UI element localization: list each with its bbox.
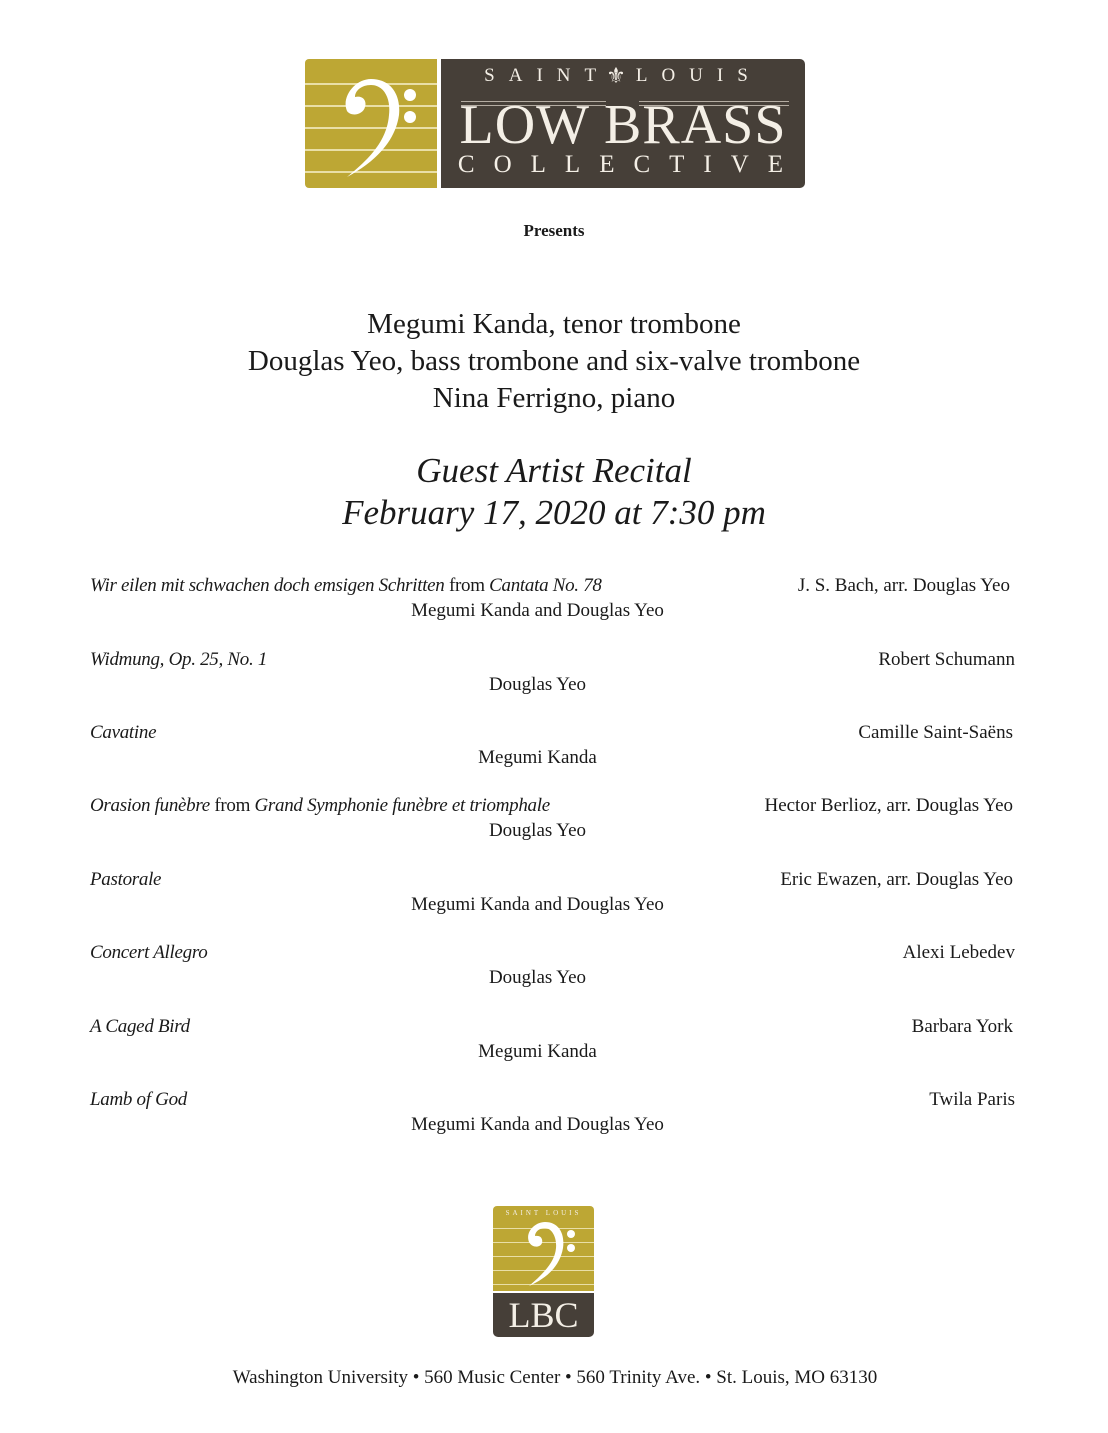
logo-saint: SAINT — [484, 65, 611, 86]
performers-list — [0, 306, 1108, 417]
piece-composer: Hector Berlioz, arr. Douglas Yeo — [764, 795, 1013, 816]
piece-composer: Camille Saint-Saëns — [858, 722, 1013, 743]
piece-performer: Megumi Kanda and Douglas Yeo — [411, 894, 664, 915]
piece-performer: Douglas Yeo — [488, 674, 587, 695]
piece-performer: Megumi Kanda — [478, 1041, 597, 1062]
piece-performer: Megumi Kanda and Douglas Yeo — [411, 1114, 664, 1135]
event-date: February 17, 2020 at 7:30 pm — [342, 493, 766, 532]
bass-clef-icon — [493, 1206, 594, 1291]
piece-title: Pastorale — [90, 869, 162, 890]
program-item — [90, 869, 1015, 919]
event-title: Guest Artist Recital — [416, 451, 692, 490]
piece-performer: Douglas Yeo — [488, 820, 587, 841]
piece-performer: Megumi Kanda and Douglas Yeo — [411, 600, 664, 621]
piece-composer: Twila Paris — [929, 1089, 1015, 1110]
footer-logo-clef-panel — [493, 1206, 594, 1291]
bass-clef-icon — [305, 59, 437, 188]
piece-performer: Megumi Kanda — [478, 747, 597, 768]
program-item — [90, 795, 1015, 845]
performer-line: Megumi Kanda, tenor trombone — [367, 308, 741, 340]
program-item — [90, 722, 1015, 772]
piece-composer: Alexi Lebedev — [902, 942, 1015, 963]
logo-collective: COLLECTIVE — [457, 151, 803, 178]
event-heading — [0, 450, 1108, 534]
piece-title: A Caged Bird — [90, 1016, 190, 1037]
logo-low-brass: LOW BRASS — [459, 94, 787, 156]
venue-address: Washington University • 560 Music Center • 560 Trinity Ave. • St. Louis, MO 63130 — [232, 1367, 878, 1388]
piece-performer: Douglas Yeo — [488, 967, 587, 988]
piece-title: Lamb of God — [90, 1089, 187, 1110]
piece-title: Widmung, Op. 25, No. 1 — [90, 649, 268, 670]
program-item — [90, 649, 1015, 699]
footer-logo-saint-louis: SAINT LOUIS — [505, 1209, 582, 1217]
piece-title: Wir eilen mit schwachen doch emsigen Schritten from Cantata No. 78 — [90, 575, 602, 596]
performer-line: Douglas Yeo, bass trombone and six-valve trombone — [247, 345, 861, 377]
footer-logo-initials: LBC — [493, 1293, 594, 1337]
piece-title: Orasion funèbre from Grand Symphonie funèbre et triomphale — [90, 795, 550, 816]
program-item — [90, 575, 1015, 625]
program-item — [90, 1089, 1015, 1139]
logo-wordmark-panel — [441, 59, 805, 188]
footer-logo — [493, 1206, 594, 1337]
piece-composer: Eric Ewazen, arr. Douglas Yeo — [780, 869, 1013, 890]
logo-clef-panel — [305, 59, 437, 188]
program-item — [90, 1016, 1015, 1066]
fleur-de-lis-icon: ⚜ — [606, 63, 626, 88]
piece-title: Cavatine — [90, 722, 157, 743]
header-logo — [305, 59, 805, 188]
piece-title: Concert Allegro — [90, 942, 208, 963]
presents-label: Presents — [523, 221, 585, 240]
piece-composer: Barbara York — [911, 1016, 1013, 1037]
piece-composer: Robert Schumann — [878, 649, 1015, 670]
performer-line: Nina Ferrigno, piano — [432, 382, 676, 414]
logo-louis: LOUIS — [635, 65, 762, 86]
piece-composer: J. S. Bach, arr. Douglas Yeo — [797, 575, 1010, 596]
program-item — [90, 942, 1015, 992]
